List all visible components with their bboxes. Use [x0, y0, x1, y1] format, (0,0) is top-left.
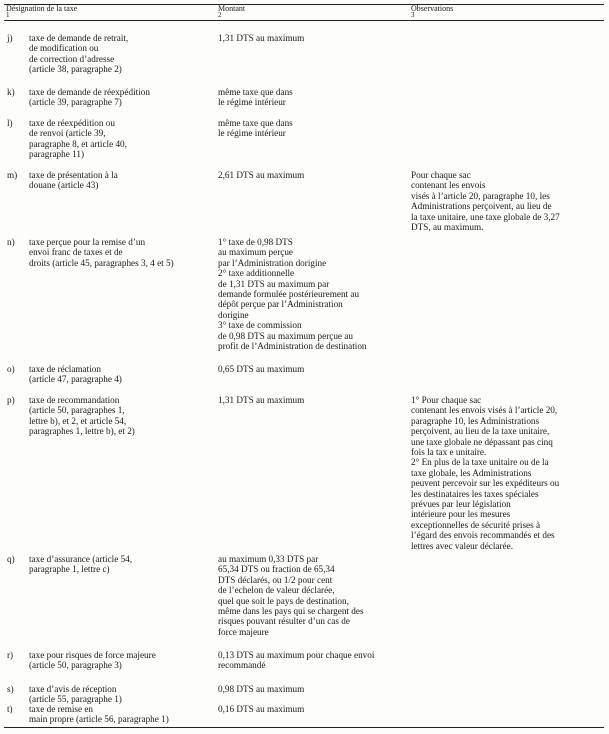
row-letter: j)	[7, 33, 13, 43]
row-montant-line: quel que soit le pays de destination,	[218, 595, 349, 606]
row-designation-line: (article 47, paragraphe 4)	[29, 374, 122, 385]
header-observations	[411, 5, 453, 19]
row-montant-line: 0,98 DTS au maximum	[218, 684, 305, 694]
row-letter: p)	[7, 395, 15, 405]
row-designation-line: taxe de réexpédition ou	[29, 118, 115, 128]
row-designation-line: (article 50, paragraphe 3)	[29, 660, 122, 671]
row-designation	[29, 237, 213, 268]
row-montant	[218, 87, 406, 108]
row-designation-line: (article 39, paragraphe 7)	[29, 97, 122, 108]
row-montant-line: profit de l’Administration de destination	[218, 341, 367, 352]
row-designation	[29, 684, 213, 705]
header-bottom-rule	[4, 20, 604, 21]
row-observations-line: contenant les envois	[411, 180, 486, 191]
header-montant-number: 2	[218, 11, 222, 19]
row-designation-line: taxe de réclamation	[29, 364, 101, 374]
row-observations	[411, 395, 605, 551]
row-montant-line: 3° taxe de commission	[218, 320, 302, 331]
row-observations-line: les destinataires les taxes spéciales	[411, 488, 539, 499]
row-montant	[218, 118, 406, 139]
row-designation-line: de renvoi (article 39,	[29, 128, 106, 139]
row-observations-line: la taxe unitaire, une taxe globale de 3,27	[411, 211, 560, 222]
row-designation-line: droits (article 45, paragraphes 3, 4 et 5)	[29, 257, 174, 268]
header-montant	[218, 5, 245, 19]
row-montant-line: de 1,31 DTS au maximum par	[218, 278, 330, 289]
row-designation	[29, 33, 213, 75]
row-designation	[29, 118, 213, 160]
row-montant	[218, 395, 406, 405]
row-observations-line: 1° Pour chaque sac	[411, 395, 482, 405]
row-designation	[29, 554, 213, 575]
row-montant	[218, 170, 406, 180]
row-letter: k)	[7, 87, 15, 97]
row-montant-line: 1,31 DTS au maximum	[218, 33, 305, 43]
row-observations-line: fois la tax e unitaire.	[411, 447, 487, 458]
row-montant-line: 1,31 DTS au maximum	[218, 395, 305, 405]
row-montant-line: 0,13 DTS au maximum pour chaque envoi	[218, 650, 375, 660]
row-montant-line: 65,34 DTS ou fraction de 65,34	[218, 564, 335, 575]
row-designation-line: envoi franc de taxes et de	[29, 247, 123, 258]
header-designation	[6, 5, 77, 19]
row-montant-line: 2,61 DTS au maximum	[218, 170, 305, 180]
row-montant	[218, 684, 406, 694]
row-montant	[218, 237, 406, 351]
row-montant-line: 2° taxe additionnelle	[218, 268, 295, 279]
row-observations-line: Pour chaque sac	[411, 170, 471, 180]
header-observations-number: 3	[411, 11, 415, 19]
row-designation-line: (article 55, paragraphe 1)	[29, 694, 122, 705]
row-designation-line: de correction d’adresse	[29, 53, 115, 64]
row-montant-line: force majeure	[218, 626, 269, 637]
row-montant-line: risques pouvant résulter d’un cas de	[218, 616, 350, 627]
row-montant-line: même taxe que dans	[218, 118, 293, 128]
row-designation-line: taxe de demande de retrait,	[29, 33, 129, 43]
row-letter: q)	[7, 554, 15, 564]
table-bottom-rule	[4, 727, 604, 728]
row-montant-line: au maximum perçue	[218, 247, 294, 258]
row-montant	[218, 33, 406, 43]
header-observations-title: Observations	[411, 4, 454, 13]
row-observations-line: l’égard des envois recommandés et des	[411, 530, 555, 541]
row-designation-line: de modification ou	[29, 43, 99, 54]
row-montant-line: dorigine	[218, 309, 249, 320]
row-letter: l)	[7, 118, 13, 128]
row-montant	[218, 704, 406, 714]
row-designation-line: paragraphe 8, et article 40,	[29, 138, 127, 149]
row-designation	[29, 170, 213, 191]
row-montant-line: par l’Administration dorigine	[218, 257, 327, 268]
row-observations-line: taxe globale, les Administrations	[411, 467, 532, 478]
row-montant-line: 0,65 DTS au maximum	[218, 364, 305, 374]
row-designation-line: taxe d’avis de réception	[29, 684, 117, 694]
row-designation-line: main propre (article 56, paragraphe 1)	[29, 714, 169, 725]
row-letter: s)	[7, 684, 14, 694]
row-montant-line: le régime intérieur	[218, 128, 286, 139]
row-designation-line: taxe de présentation à la	[29, 170, 118, 180]
row-montant-line: DTS déclarés, ou 1/2 pour cent	[218, 574, 333, 585]
row-designation-line: douane (article 43)	[29, 180, 99, 191]
row-montant	[218, 364, 406, 374]
row-designation-line: taxe de demande de réexpédition	[29, 87, 150, 97]
row-designation-line: paragraphes 1, lettre b), et 2)	[29, 426, 135, 437]
row-letter: o)	[7, 364, 15, 374]
row-observations-line: exceptionnelles de sécurité prises à	[411, 519, 541, 530]
row-designation-line: paragraphe 1, lettre c)	[29, 564, 110, 575]
row-observations-line: visés à l’article 20, paragraphe 10, les	[411, 190, 550, 201]
row-designation-line: taxe de remise en	[29, 704, 94, 714]
row-montant-line: 1° taxe de 0,98 DTS	[218, 237, 293, 247]
row-designation	[29, 364, 213, 385]
row-designation	[29, 87, 213, 108]
row-montant-line: dépôt perçue par l’Administration	[218, 299, 343, 310]
row-observations-line: Administrations perçoivent, au lieu de	[411, 201, 552, 212]
row-observations-line: intérieure pour les mesures	[411, 509, 511, 520]
row-montant	[218, 650, 406, 671]
row-observations-line: paragraphe 10, les Administrations	[411, 415, 540, 426]
row-designation	[29, 395, 213, 437]
row-observations-line: perçoivent, au lieu de la taxe unitaire,	[411, 426, 550, 437]
row-montant-line: de l’echelon de valeur déclarée,	[218, 585, 335, 596]
row-designation-line: taxe de recommandation	[29, 395, 120, 405]
row-montant-line: demande formulée postérieurement au	[218, 289, 360, 300]
row-montant-line: même taxe que dans	[218, 87, 293, 97]
row-designation	[29, 650, 213, 671]
row-observations-line: peuvent percevoir sur les expéditeurs ou	[411, 478, 560, 489]
row-designation-line: taxe d’assurance (article 54,	[29, 554, 133, 564]
row-observations	[411, 170, 605, 232]
header-designation-title: Désignation de la taxe	[6, 4, 78, 13]
header-designation-number: 1	[6, 11, 10, 19]
row-observations-line: 2° En plus de la taxe unitaire ou de la	[411, 457, 549, 468]
row-designation-line: (article 50, paragraphes 1,	[29, 405, 125, 416]
table-top-rule	[4, 4, 604, 5]
row-montant	[218, 554, 406, 637]
row-letter: t)	[7, 704, 13, 714]
row-designation-line: taxe perçue pour la remise d’un	[29, 237, 146, 247]
row-observations-line: une taxe globale ne dépassant pas cinq	[411, 436, 553, 447]
row-letter: m)	[7, 170, 18, 180]
row-observations-line: prévues par leur législation	[411, 499, 511, 510]
row-designation-line: (article 38, paragraphe 2)	[29, 64, 122, 75]
row-letter: n)	[7, 237, 15, 247]
row-observations-line: lettres avec valeur déclarée.	[411, 540, 514, 551]
row-designation-line: taxe pour risques de force majeure	[29, 650, 156, 660]
row-designation	[29, 704, 213, 725]
row-montant-line: au maximum 0,33 DTS par	[218, 554, 319, 564]
row-observations-line: DTS, au maximum.	[411, 222, 484, 233]
row-montant-line: recommandé	[218, 660, 266, 671]
row-montant-line: même dans les pays qui se chargent des	[218, 606, 364, 617]
row-letter: r)	[7, 650, 14, 660]
row-designation-line: lettre b), et 2, et article 54,	[29, 415, 127, 426]
row-montant-line: de 0,98 DTS au maximum perçue au	[218, 330, 353, 341]
row-designation-line: paragraphe 11)	[29, 149, 85, 160]
row-montant-line: 0,16 DTS au maximum	[218, 704, 305, 714]
header-montant-title: Montant	[218, 4, 246, 13]
row-observations-line: contenant les envois visés à l’article 20,	[411, 405, 558, 416]
row-montant-line: le régime intérieur	[218, 97, 286, 108]
